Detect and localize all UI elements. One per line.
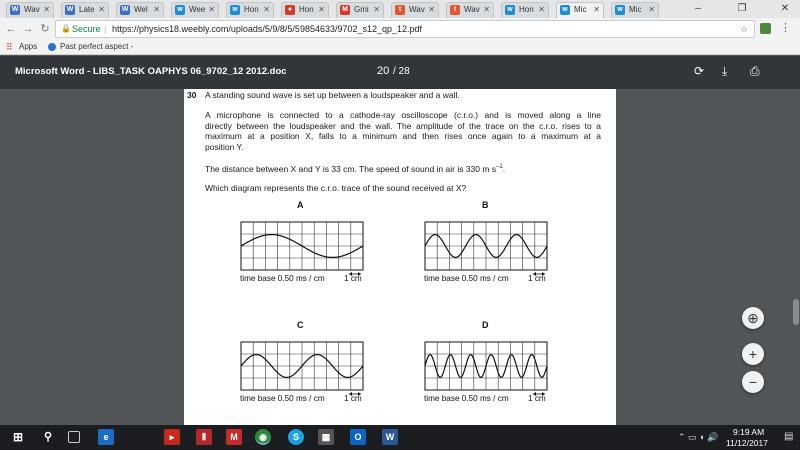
cro-trace-diagram [424, 221, 548, 271]
diagram-label: C [297, 320, 304, 330]
rotate-icon[interactable]: ⟳ [694, 64, 705, 78]
scale-label: 1 cm [528, 394, 546, 403]
timebase-label: time base 0.50 ms / cm [424, 274, 509, 283]
browser-tab[interactable] [61, 2, 109, 18]
tab-favicon-icon: t [450, 5, 460, 15]
browser-tab[interactable] [116, 2, 164, 18]
store-icon[interactable]: ▸ [164, 429, 180, 445]
close-window-icon[interactable]: ✕ [780, 3, 790, 14]
tab-label: Late [79, 5, 95, 14]
question-para1 [205, 110, 601, 152]
tray-icons[interactable]: ⌃ ▭ ◖ 🔊 [678, 432, 719, 442]
tab-close-icon[interactable]: ✕ [208, 5, 215, 14]
browser-tab[interactable] [6, 2, 54, 18]
tab-strip [0, 0, 800, 18]
tab-label: Wav [24, 5, 40, 14]
cro-trace-diagram [424, 341, 548, 391]
tab-favicon-icon: W [121, 6, 129, 13]
tab-close-icon[interactable]: ✕ [263, 5, 270, 14]
secure-label: Secure [72, 24, 101, 34]
extension-icon[interactable] [760, 23, 771, 34]
download-icon[interactable]: ⤓ [722, 64, 728, 78]
tab-label: Mic [574, 5, 587, 14]
clock-time[interactable]: 9:19 AM [733, 427, 765, 437]
timebase-label: time base 0.50 ms / cm [240, 274, 325, 283]
document-title: Microsoft Word - LIBS_TASK OAPHYS 06_9702_12 2012.doc [15, 66, 287, 77]
question-para2 [205, 162, 505, 174]
edge-icon[interactable]: e [98, 429, 114, 445]
minimize-icon[interactable]: – [695, 3, 701, 14]
tab-favicon-icon: ● [285, 5, 295, 15]
scale-label: 1 cm [344, 394, 362, 403]
tab-label: Wav [464, 5, 480, 14]
scale-label: 1 cm [528, 274, 546, 283]
skype-icon[interactable]: S [288, 429, 304, 445]
tab-label: Wav [409, 5, 425, 14]
para2-end: . [502, 163, 506, 174]
para1-line: directly between the loudspeaker and the wall. The amplitude of the trace on the c.r.o. rises to a [205, 120, 601, 131]
diagram-label: B [482, 200, 489, 210]
windows-start-icon[interactable]: ⊞ [12, 430, 24, 444]
tab-label: Hon [244, 5, 259, 14]
question-stem: A standing sound wave is set up between a loudspeaker and a wall. [205, 90, 460, 100]
scale-label: 1 cm [344, 274, 362, 283]
chrome-icon[interactable]: ◉ [255, 429, 271, 445]
pdf-page [184, 89, 616, 425]
tab-label: Wee [189, 5, 206, 14]
tab-favicon-icon: w [615, 5, 625, 15]
forward-icon[interactable]: → [22, 23, 34, 35]
tab-favicon-icon: t [395, 5, 405, 15]
apps-bookmark[interactable]: Apps [19, 42, 38, 51]
cro-trace-diagram [240, 341, 364, 391]
zoom-out-button[interactable] [742, 371, 764, 393]
timebase-label: time base 0.50 ms / cm [424, 394, 509, 403]
notifications-icon[interactable]: ▤ [784, 431, 794, 442]
page-number-input[interactable]: 20 [377, 65, 390, 77]
apps-icon[interactable]: ⠿ [6, 42, 13, 52]
page-total: / 28 [393, 66, 410, 77]
tab-close-icon[interactable]: ✕ [648, 5, 655, 14]
tab-favicon-icon: w [230, 5, 240, 15]
tab-favicon-icon: W [11, 6, 19, 13]
browser-tab[interactable] [611, 2, 659, 18]
minus-icon: − [748, 374, 758, 390]
bookmark-past-perfect[interactable]: Past perfect aspect - [60, 42, 134, 51]
tab-favicon-icon: W [66, 6, 74, 13]
tab-close-icon[interactable]: ✕ [373, 5, 380, 14]
question-para3: Which diagram represents the c.r.o. trace of the sound received at X? [205, 183, 467, 193]
browser-tab[interactable] [391, 2, 439, 18]
back-icon[interactable]: ← [5, 23, 17, 35]
browser-tab[interactable] [501, 2, 549, 18]
tab-favicon-icon: w [505, 5, 515, 15]
mcafee-icon[interactable]: M [226, 429, 242, 445]
bookmarks-bar [0, 40, 800, 55]
para1-line: A microphone is connected to a cathode-ray oscilloscope (c.r.o.) and is moved along a line [205, 110, 601, 120]
browser-tab[interactable] [556, 2, 604, 18]
clock-date[interactable]: 11/12/2017 [726, 438, 768, 448]
print-icon[interactable]: ⎙ [750, 64, 760, 78]
taskbar [0, 425, 800, 450]
para2-superscript: –1 [496, 164, 503, 170]
star-icon[interactable]: ☆ [739, 24, 748, 34]
word-icon[interactable]: W [382, 429, 398, 445]
maximize-icon[interactable]: ❐ [737, 3, 747, 14]
zoom-in-button[interactable] [742, 343, 764, 365]
tab-close-icon[interactable]: ✕ [43, 5, 50, 14]
app2-icon[interactable]: ▦ [318, 429, 334, 445]
reload-icon[interactable]: ↻ [40, 23, 50, 35]
diagram-label: A [297, 200, 304, 210]
omnibox[interactable] [55, 20, 755, 38]
tab-favicon-icon: w [175, 5, 185, 15]
lock-icon: 🔒 [61, 24, 71, 33]
url-separator: | [104, 24, 107, 34]
para1-line: maximum at a position X, falls to a minimum and then rises once again to a maximum at a [205, 131, 601, 141]
para2-text: The distance between X and Y is 33 cm. The speed of sound in air is 330 m s [205, 163, 497, 174]
tab-close-icon[interactable]: ✕ [593, 5, 600, 14]
tab-close-icon[interactable]: ✕ [153, 5, 160, 14]
url-text[interactable]: https://physics18.weebly.com/uploads/5/9/8/5/59854633/9702_s12_qp_12.pdf [112, 24, 423, 34]
browser-tab[interactable] [336, 2, 384, 18]
tab-label: Gmi [354, 5, 369, 14]
menu-icon[interactable]: ⋮ [780, 22, 791, 34]
browser-tab[interactable] [171, 2, 219, 18]
browser-tab[interactable] [226, 2, 274, 18]
tab-close-icon[interactable]: ✕ [98, 5, 105, 14]
question-number: 30 [187, 90, 197, 100]
address-bar [0, 18, 800, 40]
search-icon[interactable]: ⚲ [43, 431, 53, 443]
scrollbar-thumb[interactable] [793, 299, 799, 325]
app-icon[interactable]: ⦀ [196, 429, 212, 445]
timebase-label: time base 0.50 ms / cm [240, 394, 325, 403]
outlook-icon[interactable]: O [350, 429, 366, 445]
browser-tab[interactable] [446, 2, 494, 18]
tab-favicon-icon: w [560, 5, 570, 15]
tab-label: Hon [519, 5, 534, 14]
fit-page-button[interactable] [742, 307, 764, 329]
bookmark-favicon [48, 43, 56, 51]
scrollbar-track[interactable] [792, 89, 800, 425]
tab-close-icon[interactable]: ✕ [483, 5, 490, 14]
tab-close-icon[interactable]: ✕ [428, 5, 435, 14]
pdf-toolbar [0, 56, 800, 89]
task-view-icon[interactable] [68, 431, 80, 443]
cro-trace-diagram [240, 221, 364, 271]
tab-close-icon[interactable]: ✕ [538, 5, 545, 14]
plus-icon: + [748, 346, 758, 362]
tab-label: Mic [629, 5, 642, 14]
para1-line: position Y. [205, 141, 244, 152]
diagram-label: D [482, 320, 489, 330]
browser-tab[interactable] [281, 2, 329, 18]
tab-close-icon[interactable]: ✕ [318, 5, 325, 14]
fit-icon: ⊕ [747, 310, 759, 326]
tab-favicon-icon: M [340, 5, 350, 15]
tab-label: Wel [134, 5, 148, 14]
tab-label: Hon [299, 5, 314, 14]
